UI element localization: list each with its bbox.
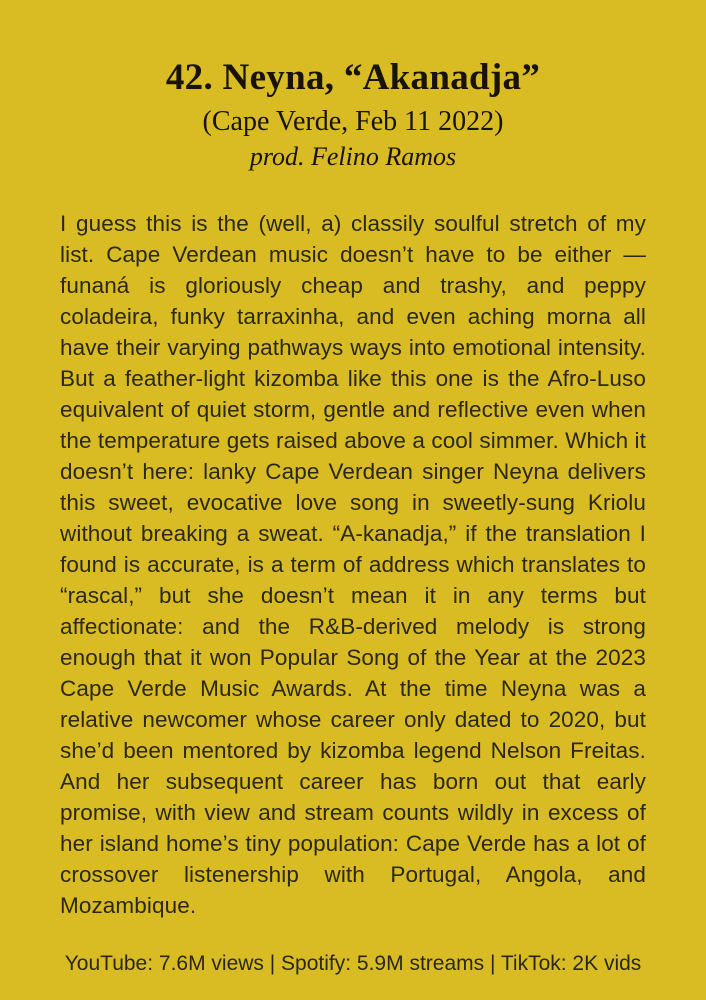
review-paragraph: I guess this is the (well, a) classily soulful stretch of my list. Cape Verdean music doesn’t have to be either — funaná is gloriously cheap and trashy, and peppy coladeira, funky tarraxinha, and even aching morna all have their varying pathways ways into emotional intensity. But a feather-light kizomba like this one is the Afro-Luso equivalent of quiet storm, gentle and reflective even when the temperature gets raised above a cool simmer. Which it doesn’t here: lanky Cape Verdean singer Neyna delivers this sweet, evocative love song in sweetly-sung Kriolu without breaking a sweat. “A-kanadja,” if the translation I found is accurate, is a term of address which translates to “rascal,” but she doesn’t mean it in any terms but affectionate: and the R&B-derived melody is strong enough that it won Popular Song of the Year at the 2023 Cape Verde Music Awards. At the time Neyna was a relative newcomer whose career only dated to 2020, but she’d been mentored by kizomba legend Nelson Freitas. And her subsequent career has born out that early promise, with view and stream counts wildly in excess of her island home’s tiny population: Cape Verde has a lot of crossover listenership with Portugal, Angola, and Mozambique. [60,211,646,918]
streaming-stats: YouTube: 7.6M views | Spotify: 5.9M streams | TikTok: 2K vids [64,952,642,975]
song-title: 42. Neyna, “Akanadja” [165,57,541,98]
producer-credit: prod. Felino Ramos [249,142,457,171]
card-header [60,56,646,174]
song-origin-date: (Cape Verde, Feb 11 2022) [202,106,504,137]
